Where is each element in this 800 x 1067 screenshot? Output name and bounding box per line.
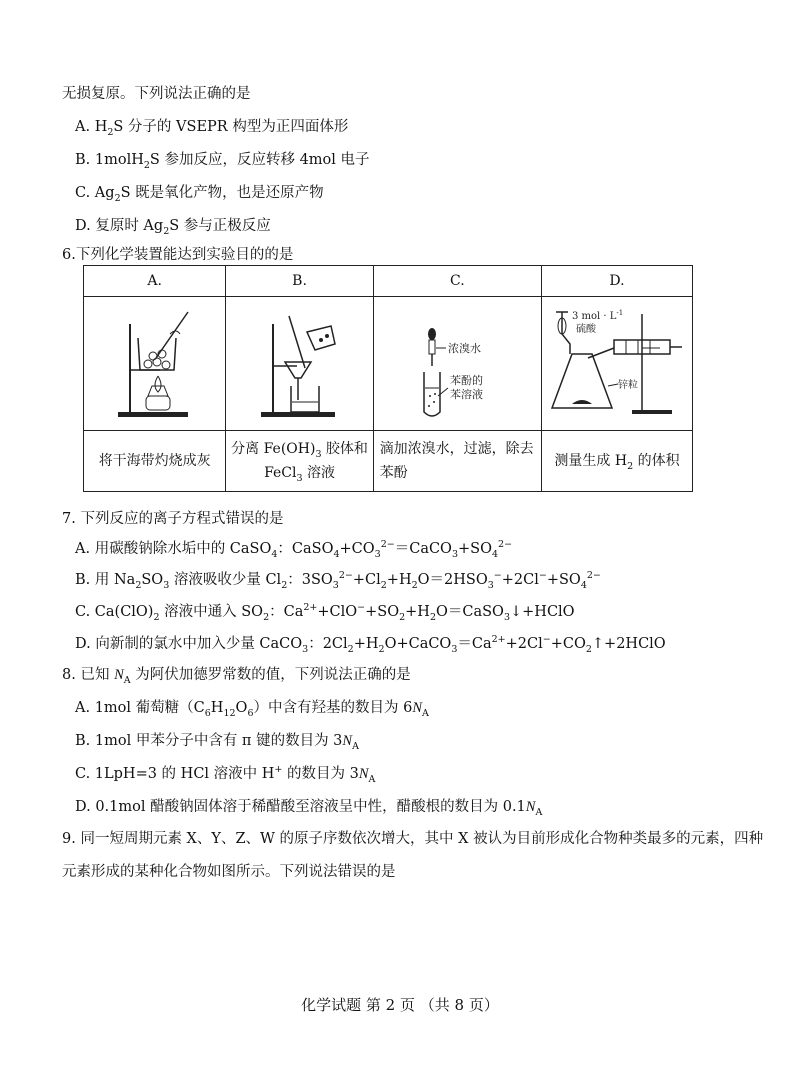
label-bromine-water: 浓溴水 xyxy=(448,341,482,355)
q5-option-d: D. 复原时 $Ag_2S$ 参与正极反应 xyxy=(75,218,271,237)
label-sulfuric-acid: 硫酸 xyxy=(576,323,596,335)
gas-volume-illustration xyxy=(542,304,692,424)
q5-option-c: C. $Ag_2S$ 既是氧化产物，也是还原产物 xyxy=(75,185,324,204)
crucible-burning-illustration xyxy=(100,304,210,424)
q7-option-c: C. $Ca(ClO)_2$ 溶液中通入 $SO_2$：$Ca^{2+}+ClO^-+SO_2+H_2O=CaSO_3↓+HClO$ xyxy=(75,602,575,623)
dropper-testtube-illustration xyxy=(392,304,522,424)
q6-apparatus-table xyxy=(83,265,693,492)
q9-stem-line1: 9. 同一短周期元素 X、Y、Z、W 的原子序数依次增大，其中 X 被认为目前形成化合物种类最多的元素，四种 xyxy=(62,831,764,847)
caption-c: 滴加浓溴水，过滤，除去 苯酚 xyxy=(373,431,541,492)
q8-option-d: D. 0.1mol 醋酸钠固体溶于稀醋酸至溶液呈中性，醋酸根的数目为 $0.1N_A$ xyxy=(75,799,543,818)
q7-stem: 7. 下列反应的离子方程式错误的是 xyxy=(62,511,284,527)
label-acid-concentration: 3 mol · $L^{-1}$ xyxy=(572,308,624,322)
q5-option-a: A. $H_2S$ 分子的 VSEPR 构型为正四面体形 xyxy=(75,119,349,138)
q6-stem: 6.下列化学装置能达到实验目的的是 xyxy=(62,247,294,263)
q8-option-a: A. 1mol 葡萄糖$(C_6H_{12}O_6)$中含有羟基的数目为 $6N_A$ xyxy=(75,700,429,719)
apparatus-a-cell xyxy=(84,297,226,431)
q7-option-a: A. 用碳酸钠除水垢中的 CaSO$_4$：$CaSO_4+CO_3^{2-}=CaCO_3+SO_4^{2-}$ xyxy=(75,539,513,560)
label-zinc: 锌粒 xyxy=(618,379,638,391)
label-phenol-1: 苯酚的 xyxy=(450,373,484,387)
q5-continuation: 无损复原。下列说法正确的是 xyxy=(62,86,251,102)
apparatus-b-cell xyxy=(226,297,373,431)
header-a: A. xyxy=(84,266,226,297)
q8-option-b: B. 1mol 甲苯分子中含有 π 键的数目为 $3N_A$ xyxy=(75,733,359,752)
apparatus-c-cell xyxy=(373,297,541,431)
q5-option-b: B. 1molH$_2$S 参加反应，反应转移 4mol 电子 xyxy=(75,152,370,171)
filtration-illustration xyxy=(245,304,355,424)
header-d: D. xyxy=(542,266,693,297)
q9-stem-line2: 元素形成的某种化合物如图所示。下列说法错误的是 xyxy=(62,864,396,880)
q8-option-c: C. 1LpH=3 的 HCl 溶液中 H+ 的数目为 $3N_A$ xyxy=(75,764,376,785)
page-footer: 化学试题 第 2 页 （共 8 页） xyxy=(301,996,499,1014)
caption-d: 测量生成 $H_2$ 的体积 xyxy=(542,431,693,492)
caption-a: 将干海带灼烧成灰 xyxy=(84,431,226,492)
q8-stem: 8. 已知 $N_A$ 为阿伏加德罗常数的值，下列说法正确的是 xyxy=(62,667,411,686)
q7-option-d: D. 向新制的氯水中加入少量 CaCO$_3$：$2Cl_2+H_2O+CaCO_3=Ca^{2+}+2Cl^-+CO_2↑+2HClO$ xyxy=(75,634,666,655)
label-phenol-2: 苯溶液 xyxy=(450,387,484,401)
header-c: C. xyxy=(373,266,541,297)
caption-b: 分离 $Fe(OH)_3$ 胶体和 FeCl$_3$ 溶液 xyxy=(226,431,373,492)
apparatus-d-cell xyxy=(542,297,693,431)
q7-option-b: B. 用 $Na_2SO_3$ 溶液吸收少量 $Cl_2$：$3SO_3^{2-}+Cl_2+H_2O=2HSO_3^-+2Cl^-+SO_4^{2-}$ xyxy=(75,570,601,591)
header-b: B. xyxy=(226,266,373,297)
